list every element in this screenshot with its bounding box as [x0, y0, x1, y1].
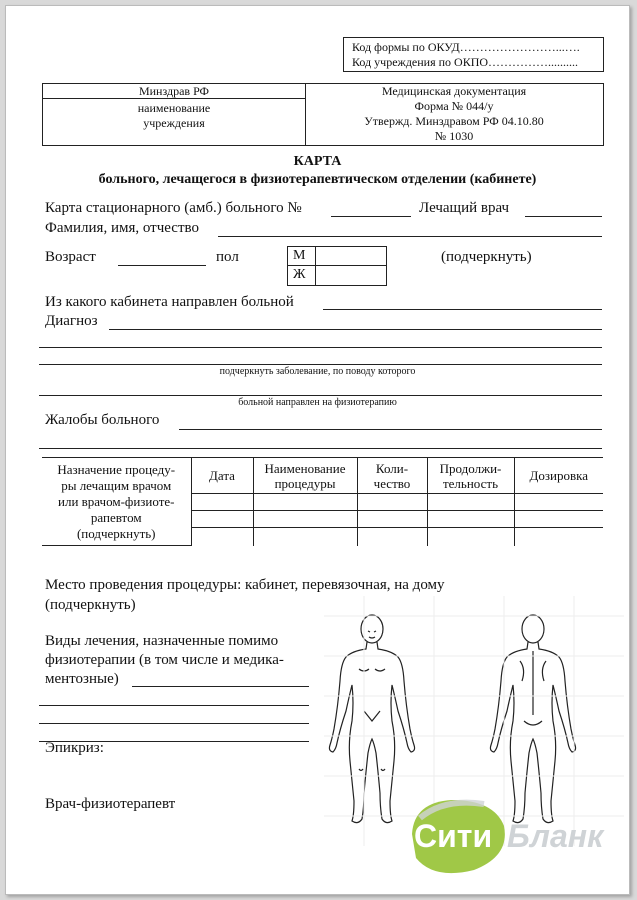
col-dose: Дозировка — [514, 458, 603, 494]
form-page — [5, 5, 630, 895]
diagnosis-label: Диагноз — [45, 313, 98, 329]
full-name-label: Фамилия, имя, отчество — [45, 220, 199, 236]
age-label: Возраст — [45, 249, 96, 265]
place-hint: (подчеркнуть) — [45, 597, 136, 613]
treatment-label-3: ментозные) — [45, 671, 119, 687]
doc-type: Медицинская документация — [381, 84, 527, 98]
table-cell[interactable] — [357, 494, 427, 511]
table-cell[interactable] — [357, 528, 427, 546]
underline-hint: (подчеркнуть) — [441, 249, 532, 265]
physio-doctor-label: Врач-физиотерапевт — [45, 796, 176, 812]
doctor-label: Лечащий врач — [419, 200, 510, 216]
doctor-field[interactable] — [525, 216, 602, 217]
institution-label-2: учреждения — [143, 116, 205, 130]
diagnosis-caption-2: больной направлен на физиотерапию — [238, 397, 397, 408]
col-duration: Продолжи- тельность — [427, 458, 514, 494]
appointment-text-1: Назначение процеду- — [57, 462, 176, 477]
appointment-cell — [42, 458, 191, 546]
treatment-line-2[interactable] — [39, 705, 309, 706]
referred-from-field[interactable] — [323, 309, 602, 310]
complaints-field[interactable] — [179, 429, 602, 430]
table-cell[interactable] — [253, 494, 357, 511]
okud-code: Код формы по ОКУД……………………...…. — [352, 40, 580, 54]
appointment-text-5: (подчеркнуть) — [76, 526, 156, 541]
table-cell[interactable] — [253, 511, 357, 528]
table-cell[interactable] — [427, 528, 514, 546]
institution-label-1: наименование — [137, 101, 211, 115]
procedures-table — [42, 457, 603, 546]
okpo-code: Код учреждения по ОКПО…………….......... — [352, 55, 579, 69]
epicrisis-label: Эпикриз: — [45, 740, 104, 756]
logo-text-blank: Бланк — [507, 818, 604, 854]
approval-line: Утвержд. Минздравом РФ 04.10.80 — [364, 114, 544, 128]
sex-label: пол — [216, 249, 239, 265]
col-procedure: Наименование процедуры — [253, 458, 357, 494]
referred-from-label: Из какого кабинета направлен больной — [45, 294, 294, 310]
table-cell[interactable] — [427, 494, 514, 511]
table-cell[interactable] — [191, 511, 253, 528]
col-quantity: Коли- чество — [357, 458, 427, 494]
table-cell[interactable] — [357, 511, 427, 528]
table-cell[interactable] — [191, 528, 253, 546]
page-title: КАРТА — [293, 154, 342, 169]
citiblank-logo — [404, 796, 624, 876]
treatment-field[interactable] — [132, 686, 309, 687]
sex-female[interactable]: Ж — [293, 267, 306, 282]
diagnosis-caption-1: подчеркнуть заболевание, по поводу которого — [219, 366, 416, 377]
complaints-label: Жалобы больного — [45, 412, 160, 428]
page-subtitle: больного, лечащегося в физиотерапевтическом отделении (кабинете) — [98, 172, 537, 187]
complaints-line-2[interactable] — [39, 448, 602, 449]
col-date: Дата — [191, 458, 253, 494]
table-cell[interactable] — [191, 494, 253, 511]
treatment-line-3[interactable] — [39, 723, 309, 724]
card-number-label: Карта стационарного (амб.) больного № — [45, 200, 302, 216]
diagnosis-field[interactable] — [109, 329, 602, 330]
okud-box — [343, 37, 604, 72]
logo-text-siti: Сити — [414, 818, 493, 854]
treatment-label-2: физиотерапии (в том числе и медика- — [45, 652, 284, 668]
diagnosis-line-4[interactable] — [39, 395, 602, 396]
treatment-label-1: Виды лечения, назначенные помимо — [45, 633, 279, 649]
sex-male[interactable]: М — [293, 248, 306, 263]
place-label: Место проведения процедуры: кабинет, перевязочная, на дому — [45, 577, 445, 593]
sex-box — [287, 246, 387, 286]
table-cell[interactable] — [514, 528, 603, 546]
full-name-field[interactable] — [218, 236, 602, 237]
diagnosis-line-2[interactable] — [39, 347, 602, 348]
ministry-label: Минздрав РФ — [138, 84, 210, 98]
appointment-text-3: или врачом-физиоте- — [58, 494, 175, 509]
diagnosis-line-3[interactable] — [39, 364, 602, 365]
order-number: № 1030 — [434, 129, 474, 143]
table-cell[interactable] — [427, 511, 514, 528]
form-number: Форма № 044/у — [414, 99, 494, 113]
table-cell[interactable] — [514, 494, 603, 511]
age-field[interactable] — [118, 265, 206, 266]
table-cell[interactable] — [253, 528, 357, 546]
appointment-text-2: ры лечащим врачом — [61, 478, 172, 493]
table-cell[interactable] — [514, 511, 603, 528]
appointment-text-4: рапевтом — [90, 510, 142, 525]
header-table — [42, 83, 604, 146]
card-number-field[interactable] — [331, 216, 411, 217]
